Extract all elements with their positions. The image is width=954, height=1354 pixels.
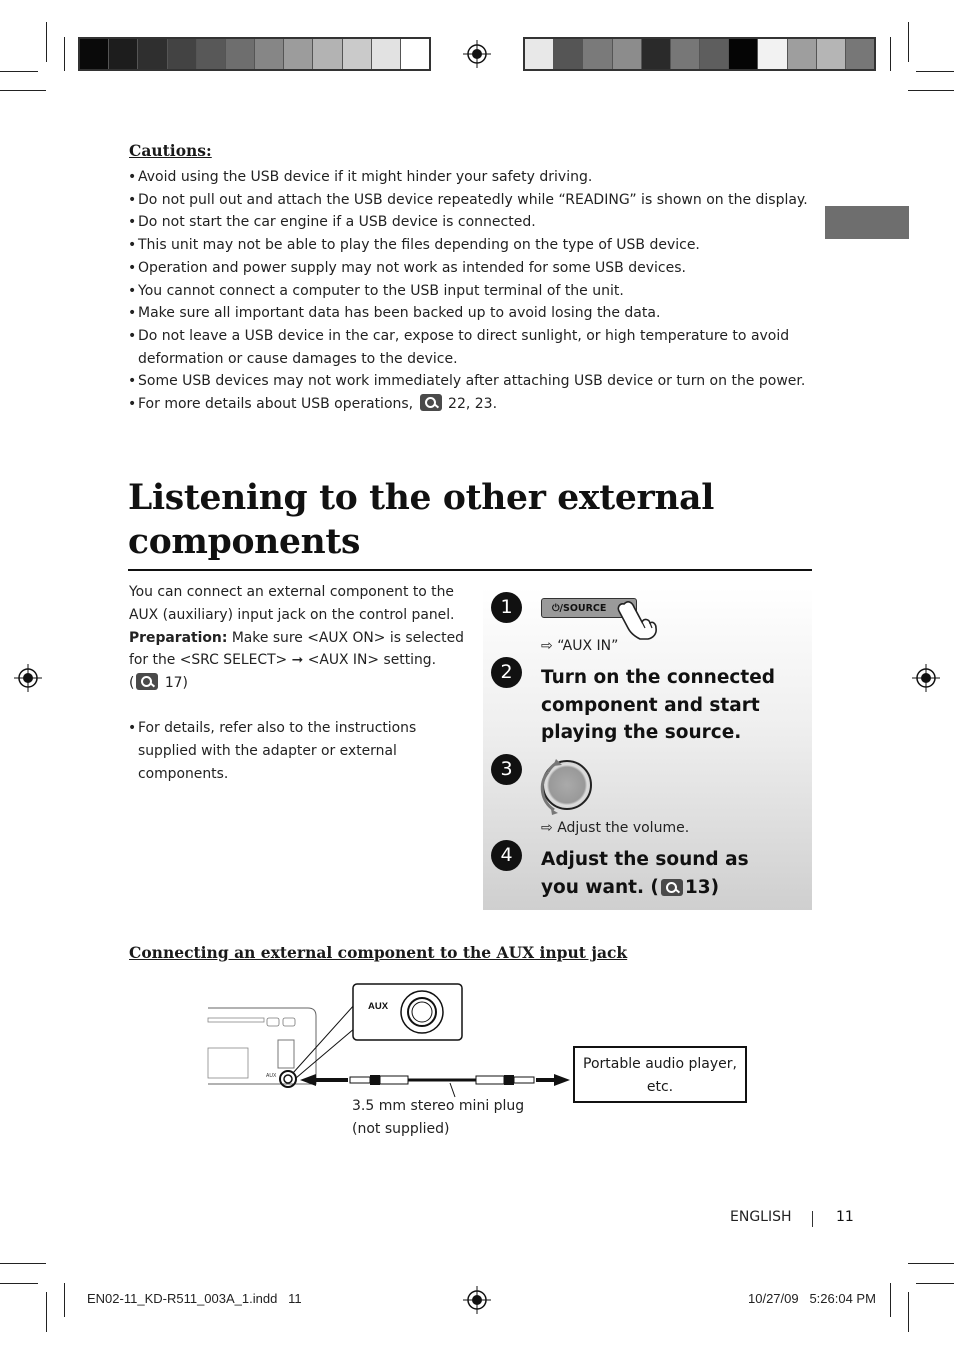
color-swatch — [401, 39, 429, 69]
step-number-1: 1 — [491, 592, 522, 623]
page-title-line: Listening to the other external — [128, 478, 715, 518]
page-reference-icon — [661, 879, 683, 896]
color-swatch — [788, 39, 817, 69]
color-swatch — [554, 39, 583, 69]
cautions-list — [128, 166, 818, 416]
list-item: • Do not pull out and attach the USB device repeatedly while “READING” is shown on the display. — [128, 189, 818, 212]
list-item: • You cannot connect a computer to the USB input terminal of the unit. — [128, 280, 818, 303]
color-swatch — [372, 39, 401, 69]
registration-mark-icon — [912, 664, 940, 692]
preparation-label: Preparation: — [129, 629, 228, 646]
plug-label-line: 3.5 mm stereo mini plug — [352, 1098, 525, 1114]
color-swatch — [138, 39, 167, 69]
list-item — [128, 393, 818, 416]
aux-connection-diagram — [200, 980, 580, 1110]
aux-jack-label: AUX — [266, 1073, 277, 1079]
color-swatch — [642, 39, 671, 69]
rotate-arrows-icon — [536, 756, 598, 818]
connection-heading: Connecting an external component to the AUX input jack — [129, 943, 628, 962]
color-swatch — [343, 39, 372, 69]
page-number: 11 — [836, 1209, 854, 1225]
list-item: • Do not leave a USB device in the car, expose to direct sunlight, or high temperature to avoid deformation or cause damages to the device. — [128, 325, 818, 370]
title-divider — [128, 569, 812, 571]
print-slug-timestamp: 10/27/09 5:26:04 PM — [748, 1291, 876, 1306]
step3-result-text: Adjust the volume. — [557, 820, 690, 836]
intro-paragraph — [129, 581, 474, 695]
color-swatch — [671, 39, 700, 69]
list-item-text: For more details about USB operations, — [138, 396, 414, 413]
color-swatch — [583, 39, 612, 69]
portable-audio-player-box: Portable audio player, etc. — [573, 1046, 747, 1103]
step3-result — [541, 820, 689, 836]
plug-label — [352, 1095, 524, 1141]
page-title-line: components — [128, 522, 361, 562]
list-item: • Some USB devices may not work immediately after attaching USB device or turn on the power. — [128, 370, 818, 393]
aux-label: AUX — [368, 1001, 389, 1012]
stereo-mini-plug-left — [350, 1075, 408, 1085]
step-number-2: 2 — [491, 657, 522, 688]
color-swatch — [197, 39, 226, 69]
list-item: • Do not start the car engine if a USB device is connected. — [128, 211, 818, 234]
color-swatch — [284, 39, 313, 69]
registration-mark-icon — [463, 1286, 491, 1314]
preparation-text: Make sure <AUX ON> is selected for the <SRC SELECT> — [129, 629, 464, 669]
page-reference: 17) — [164, 675, 188, 692]
page-reference-icon — [420, 394, 442, 411]
step1-result-text: “AUX IN” — [557, 638, 619, 654]
footer-language: ENGLISH — [730, 1209, 792, 1225]
intro-text: You can connect an external component to the AUX (auxiliary) input jack on the control panel. — [129, 584, 455, 623]
color-swatch — [226, 39, 255, 69]
stereo-mini-plug-right — [476, 1075, 534, 1085]
source-button: ⏻/SOURCE — [541, 598, 637, 618]
footer-divider — [812, 1211, 813, 1227]
list-item: • Make sure all important data has been backed up to avoid losing the data. — [128, 302, 818, 325]
step-number-3: 3 — [491, 754, 522, 785]
step4-text — [541, 846, 781, 901]
arrow-icon: ➞ — [291, 652, 304, 669]
color-swatch — [525, 39, 554, 69]
color-swatch — [80, 39, 109, 69]
color-swatch — [729, 39, 758, 69]
color-swatch — [817, 39, 846, 69]
step2-text: Turn on the connected component and start playing the source. — [541, 667, 775, 743]
registration-mark-icon — [14, 664, 42, 692]
color-swatch — [613, 39, 642, 69]
step1-result — [541, 638, 618, 654]
list-item: • Operation and power supply may not work as intended for some USB devices. — [128, 257, 818, 280]
color-swatch — [109, 39, 138, 69]
pressing-finger-icon — [616, 598, 660, 640]
page-title — [128, 476, 818, 564]
list-item: • This unit may not be able to play the files depending on the type of USB device. — [128, 234, 818, 257]
arrow-icon: ⇨ — [541, 820, 553, 836]
color-swatch — [700, 39, 729, 69]
plug-label-line: (not supplied) — [352, 1120, 450, 1137]
registration-mark-icon — [463, 40, 491, 68]
color-swatch — [846, 39, 874, 69]
color-swatch — [758, 39, 787, 69]
arrow-icon: ⇨ — [541, 638, 553, 654]
language-tab-marker — [825, 206, 909, 239]
grayscale-color-bar-left — [78, 37, 431, 71]
step4-text-main: Adjust the sound as you want. ( — [541, 849, 749, 898]
color-swatch — [168, 39, 197, 69]
cautions-heading: Cautions: — [129, 141, 212, 160]
step-number-4: 4 — [491, 840, 522, 871]
paren: ( — [129, 675, 135, 692]
page-reference-icon — [136, 673, 158, 690]
list-item: • Avoid using the USB device if it might hinder your safety driving. — [128, 166, 818, 189]
print-slug-filename: EN02-11_KD-R511_003A_1.indd 11 — [87, 1291, 302, 1306]
preparation-setting: <AUX IN> setting. — [307, 652, 437, 669]
grayscale-color-bar-right — [523, 37, 876, 71]
page-reference: 13) — [684, 876, 720, 898]
page-reference: 22, 23. — [448, 396, 498, 413]
color-swatch — [313, 39, 342, 69]
color-swatch — [255, 39, 284, 69]
note-item: • For details, refer also to the instructions supplied with the adapter or external components. — [128, 717, 468, 785]
